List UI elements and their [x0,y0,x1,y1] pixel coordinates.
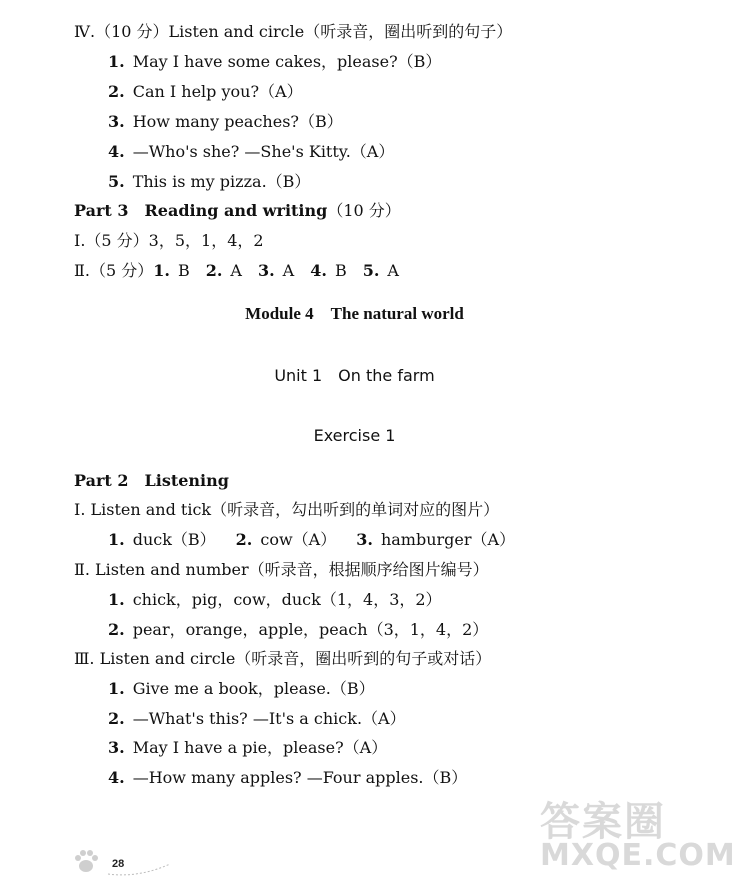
list-item: 4. —How many apples? —Four apples.（B） [108,768,468,787]
list-item: 4. —Who's she? —She's Kitty.（A） [108,142,395,161]
list-item: 1. chick，pig，cow，duck（1，4，3，2） [108,590,442,609]
list-item: 1. May I have some cakes，please?（B） [108,52,442,71]
list-item: 3. May I have a pie，please?（A） [108,738,388,757]
list-item: 3. How many peaches?（B） [108,112,343,131]
part2-section-1-heading: Ⅰ. Listen and tick（听录音，勾出听到的单词对应的图片） [74,500,500,519]
part3-section-2: Ⅱ.（5 分）1. B 2. A 3. A 4. B 5. A [74,261,399,280]
list-item: 2. Can I help you?（A） [108,82,303,101]
part2-section-3-heading: Ⅲ. Listen and circle（听录音，圈出听到的句子或对话） [74,649,492,668]
part3-heading: Part 3 Reading and writing（10 分） [74,201,401,220]
exercise-title: Exercise 1 [313,426,396,445]
paw-print-icon [72,848,108,876]
list-item: 1. duck（B） 2. cow（A） 3. hamburger（A） [108,530,516,549]
list-item: 1. Give me a book，please.（B） [108,679,375,698]
list-item: 2. —What's this? —It's a chick.（A） [108,709,406,728]
unit-title: Unit 1 On the farm [274,366,435,385]
list-item: 5. This is my pizza.（B） [108,172,311,191]
section-iv-heading: Ⅳ.（10 分）Listen and circle（听录音，圈出听到的句子） [74,22,513,41]
page-number: 28 [112,858,125,870]
watermark-url: MXQE.COM [540,838,736,873]
list-item: 2. pear，orange，apple，peach（3，1，4，2） [108,620,489,639]
part2-heading: Part 2 Listening [74,471,229,490]
watermark-logo-text: 答案圈 [540,799,666,845]
part2-section-2-heading: Ⅱ. Listen and number（听录音，根据顺序给图片编号） [74,560,489,579]
module-title: Module 4 The natural world [245,304,464,323]
watermark [540,790,736,880]
part3-section-1: Ⅰ.（5 分）3，5，1，4，2 [74,231,264,250]
